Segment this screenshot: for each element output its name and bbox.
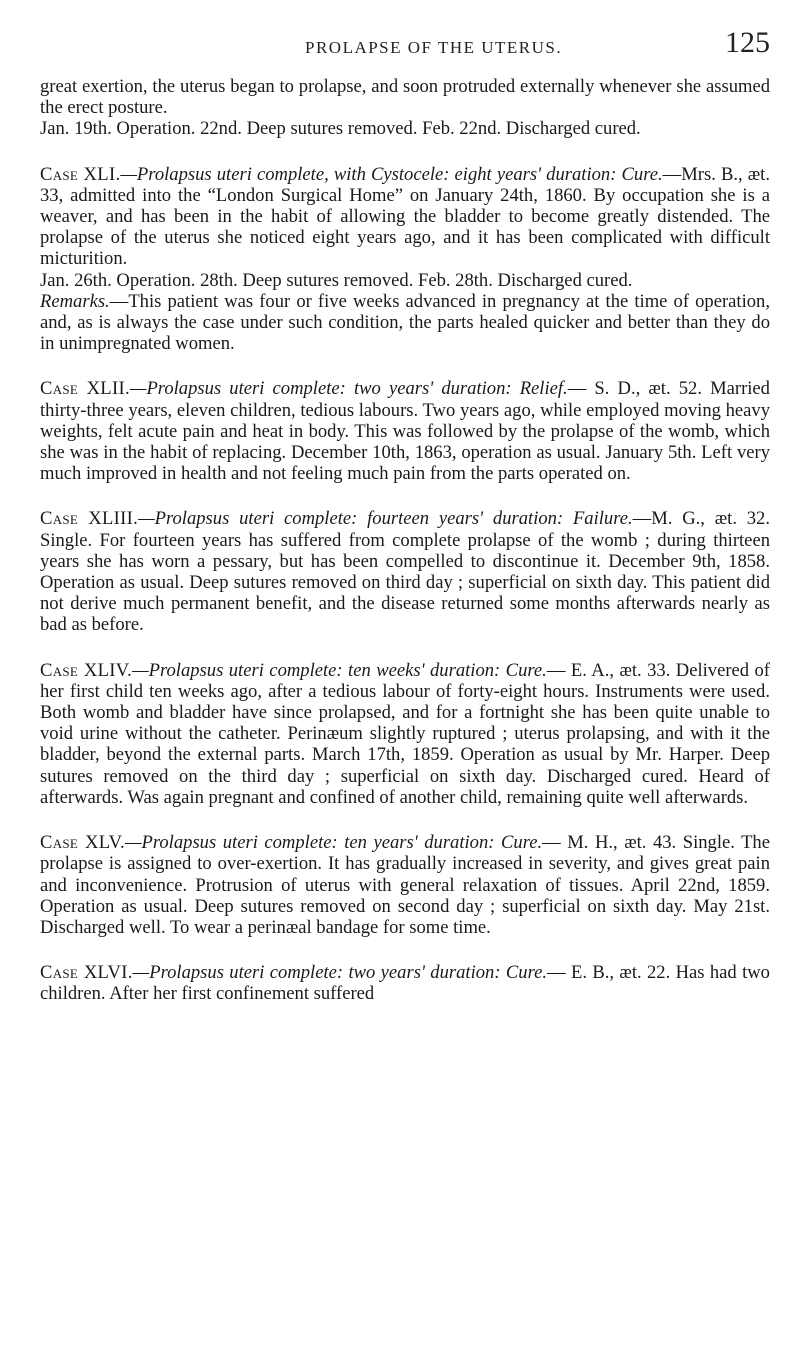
page-number: 125	[725, 26, 770, 59]
case-xliv	[40, 660, 770, 808]
case-title: —Prolapsus uteri complete: fourteen years' duration: Failure.	[138, 508, 633, 530]
case-label: Case XLVI.	[40, 962, 133, 984]
running-head	[40, 26, 770, 70]
remarks-label: Remarks.	[40, 290, 110, 312]
case-remarks	[40, 291, 770, 355]
case-body: — E. A., æt. 33. Delivered of her first child ten weeks ago, after a tedious labour of forty-eight hours. Instruments were used. Both womb and bladder have since prolapsed, and for a fortnight she has been quite unable to void urine without the catheter. Perinæum slightly ruptured ; uterus prolapsing, and with it the bladder, beyond the external parts. March 17th, 1859. Operation as usual by Mr. Harper. Deep sutures removed on the third day ; superficial on sixth day. Discharged cured. Heard of afterwards. Was again pregnant and confined of another child, remaining quite well afterwards.	[40, 659, 770, 808]
intro-paragraph: great exertion, the uterus began to prolapse, and soon protruded externally whenever she assumed the erect posture.	[40, 76, 770, 119]
case-paragraph	[40, 832, 770, 938]
intro-dates: Jan. 19th. Operation. 22nd. Deep sutures removed. Feb. 22nd. Discharged cured.	[40, 118, 641, 140]
running-title: PROLAPSE OF THE UTERUS.	[305, 38, 563, 57]
case-xlv	[40, 832, 770, 938]
case-paragraph	[40, 962, 770, 1004]
case-paragraph	[40, 508, 770, 635]
case-xli	[40, 164, 770, 355]
case-title: —Prolapsus uteri complete, with Cystocele: eight years' duration: Cure.	[120, 163, 663, 185]
case-xlii	[40, 378, 770, 484]
book-page	[40, 26, 770, 1005]
case-label: Case XLII.	[40, 378, 130, 400]
case-body: — M. H., æt. 43. Single. The prolapse is assigned to over-exertion. It has gradually increased in severity, and gives great pain and inconvenience. Protrusion of uterus with general relaxation of tissues. April 22nd, 1859. Operation as usual. Deep sutures removed on second day ; superficial on sixth day. May 21st. Discharged well. To wear a perinæal bandage for some time.	[40, 832, 770, 938]
case-paragraph	[40, 660, 770, 808]
case-body: —Mrs. B., æt. 33, admitted into the “London Surgical Home” on January 24th, 1860. By occupation she is a weaver, and has been in the habit of allowing the bladder to become greatly distended. The prolapse of the uterus she noticed eight years ago, and it has been complicated with difficult micturition.	[40, 163, 770, 270]
case-label: Case XLV.	[40, 832, 125, 854]
case-dates: Jan. 26th. Operation. 28th. Deep sutures removed. Feb. 28th. Discharged cured.	[40, 269, 633, 291]
body-text	[40, 76, 770, 1005]
case-title: —Prolapsus uteri complete: ten weeks' duration: Cure.	[132, 659, 547, 681]
case-body: — E. B., æt. 22. Has had two children. After her first confinement suffered	[40, 962, 770, 1005]
case-xlvi	[40, 962, 770, 1004]
case-paragraph	[40, 164, 770, 270]
case-title: —Prolapsus uteri complete: two years' duration: Relief.	[129, 378, 568, 400]
intro-block	[40, 76, 770, 140]
case-title: —Prolapsus uteri complete: ten years' duration: Cure.	[124, 832, 543, 854]
case-paragraph	[40, 378, 770, 484]
case-label: Case XLIII.	[40, 508, 139, 530]
case-label: Case XLI.	[40, 163, 121, 185]
case-label: Case XLIV.	[40, 659, 133, 681]
case-xliii	[40, 508, 770, 635]
remarks-body: —This patient was four or five weeks advanced in pregnancy at the time of operation, and, as is always the case under such condition, the parts healed quicker and better than they do in unimpregnated women.	[40, 290, 770, 355]
case-title: —Prolapsus uteri complete: two years' duration: Cure.	[132, 962, 548, 984]
case-body: —M. G., æt. 32. Single. For fourteen years has suffered from complete prolapse of the womb ; during thirteen years she has worn a pessary, but has been compelled to discontinue it. December 9th, 1858. Operation as usual. Deep sutures removed on third day ; superficial on sixth day. This patient did not derive much permanent benefit, and the disease returned some months afterwards nearly as bad as before.	[40, 508, 770, 636]
case-body: — S. D., æt. 52. Married thirty-three years, eleven children, tedious labours. Two years ago, while employed moving heavy weights, felt acute pain and heat in body. This was followed by the prolapse of the womb, which she was in the habit of replacing. December 10th, 1863, operation as usual. January 5th. Left very much improved in health and not feeling much pain from the parts operated on.	[40, 378, 770, 485]
